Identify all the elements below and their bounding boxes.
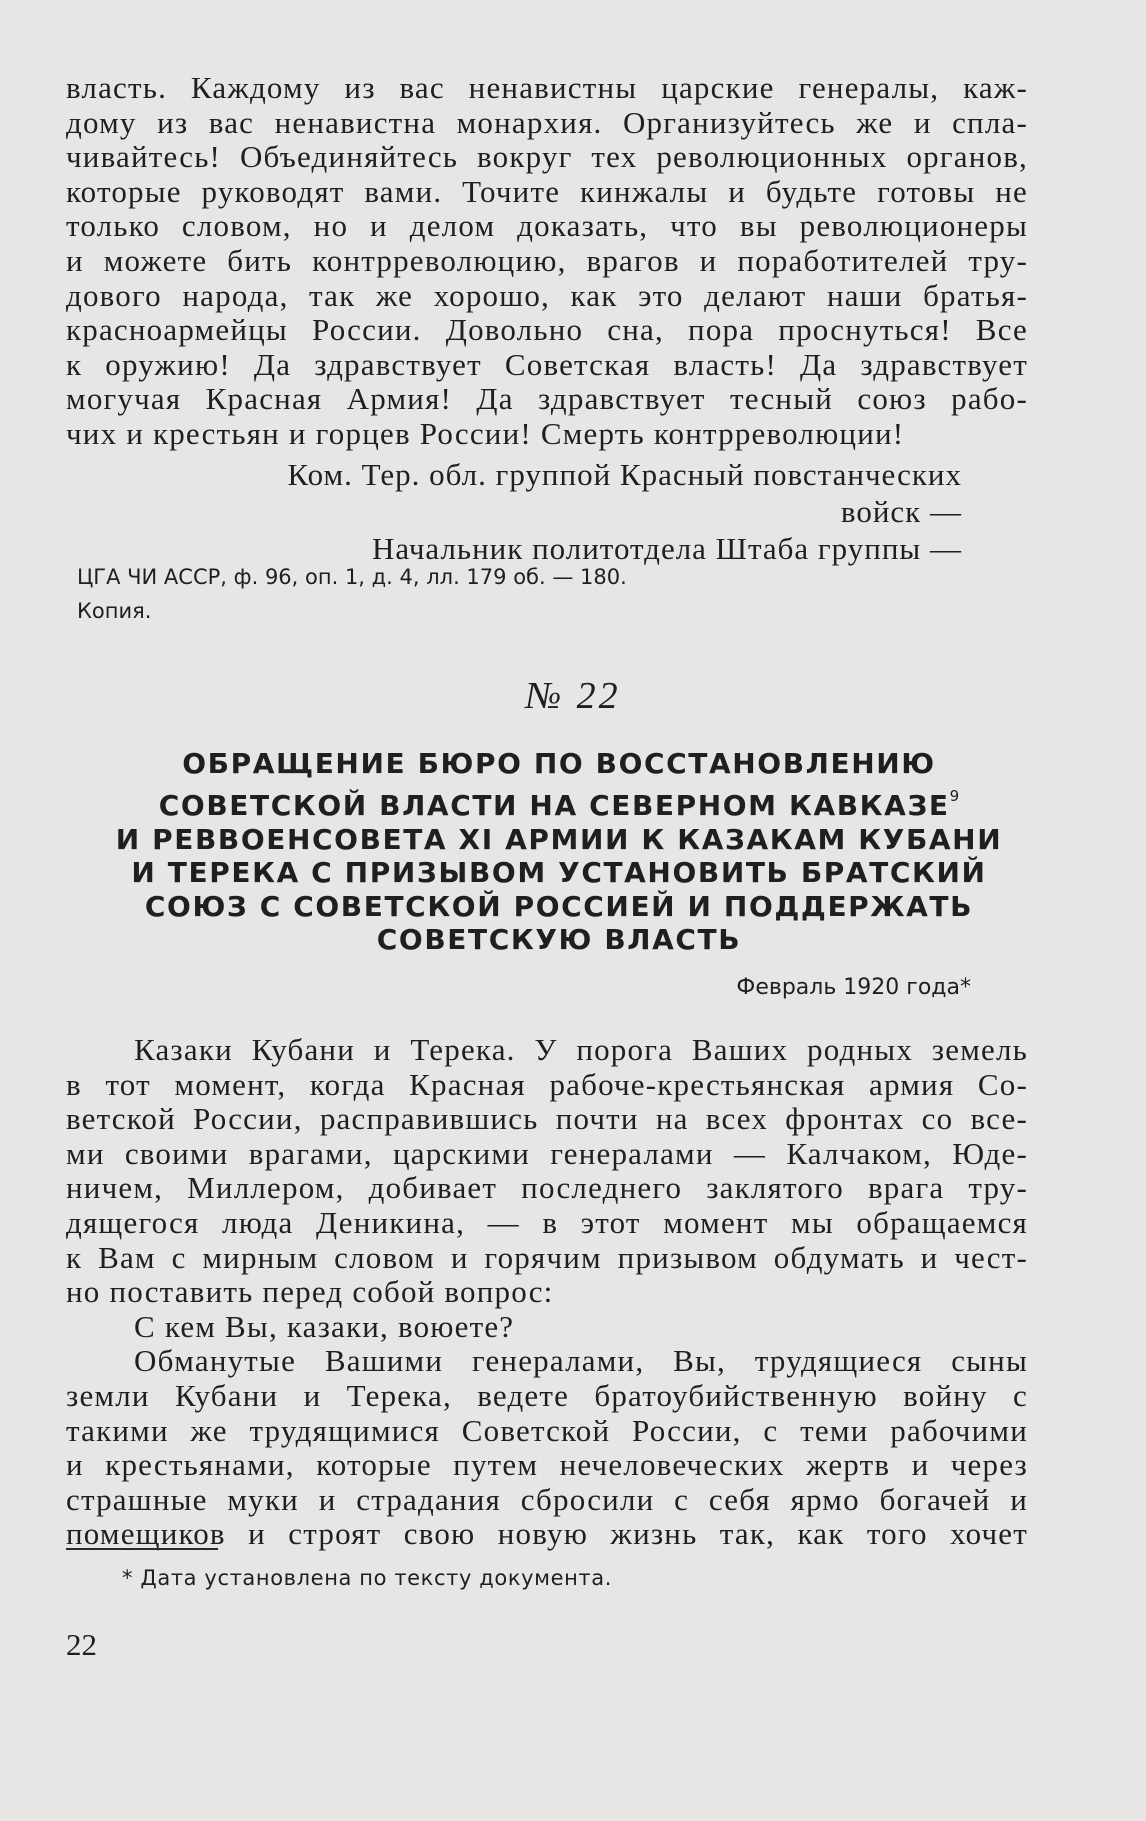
text-line: только словом, но и делом доказать, что вы революционеры xyxy=(66,208,1028,244)
title-line: И РЕВВОЕНСОВЕТА XI АРМИИ К КАЗАКАМ КУБАНИ xyxy=(115,822,1003,856)
text-line: и можете бить контрреволюцию, врагов и поработителей тру- xyxy=(66,242,1028,278)
signature-line: Ком. Тер. обл. группой Красный повстанческих xyxy=(287,457,962,492)
text-line: Казаки Кубани и Терека. У порога Ваших родных земель xyxy=(134,1032,1028,1067)
text-line: ветской России, расправившись почти на всех фронтах со все- xyxy=(66,1101,1028,1137)
text-line: чих и крестьян и горцев России! Смерть контрреволюции! xyxy=(66,415,905,451)
text-line: к Вам с мирным словом и горячим призывом обдумать и чест- xyxy=(66,1239,1028,1275)
text-line: красноармейцы России. Довольно сна, пора проснуться! Все xyxy=(66,312,1028,348)
text-line: земли Кубани и Терека, ведете братоубийственную войну с xyxy=(66,1377,1028,1413)
document-date: Февраль 1920 года* xyxy=(736,975,971,1000)
document-title xyxy=(90,747,1028,956)
text-line: такими же трудящимися Советской России, с теми рабочими xyxy=(66,1412,1028,1448)
text-line: дящегося люда Деникина, — в этот момент мы обращаемся xyxy=(66,1204,1028,1240)
footnote: * Дата установлена по тексту документа. xyxy=(122,1566,612,1590)
text-line: чивайтесь! Объединяйтесь вокруг тех революционных органов, xyxy=(66,139,1028,175)
text-line: ми своими врагами, царскими генералами — Калчаком, Юде- xyxy=(66,1135,1028,1171)
text-line: помещиков и строят свою новую жизнь так, как того хочет xyxy=(66,1516,1028,1552)
signature-line: Начальник политотдела Штаба группы — xyxy=(371,531,962,566)
signature-line: войск — xyxy=(840,494,962,529)
text-line: страшные муки и страдания сбросили с себя ярмо богачей и xyxy=(66,1481,1028,1517)
text-line: к оружию! Да здравствует Советская власть! Да здравствует xyxy=(66,346,1028,382)
title-line-text: СОВЕТСКОЙ ВЛАСТИ НА СЕВЕРНОМ КАВКАЗЕ xyxy=(158,789,950,823)
document-body xyxy=(66,1033,1028,1552)
text-line: Обманутые Вашими генералами, Вы, трудящиеся сыны xyxy=(134,1343,1028,1379)
signature-block xyxy=(287,456,962,567)
text-line: власть. Каждому из вас ненавистны царские генералы, каж- xyxy=(66,70,1028,105)
title-line xyxy=(90,780,1028,822)
text-line: в тот момент, когда Красная рабоче-крестьянская армия Со- xyxy=(66,1066,1028,1102)
text-line: ничем, Миллером, добивает последнего заклятого врага тру- xyxy=(66,1170,1028,1206)
previous-document-text xyxy=(66,71,1028,452)
document-number: № 22 xyxy=(525,675,621,717)
text-line: могучая Красная Армия! Да здравствует тесный союз рабо- xyxy=(66,381,1028,417)
text-line: которые руководят вами. Точите кинжалы и будьте готовы не xyxy=(66,173,1028,209)
text-line: дому из вас ненавистна монархия. Организуйтесь же и спла- xyxy=(66,104,1028,140)
archive-reference: ЦГА ЧИ АССР, ф. 96, оп. 1, д. 4, лл. 179 об. — 180. xyxy=(77,565,627,589)
text-line: и крестьянами, которые путем нечеловеческих жертв и через xyxy=(66,1447,1028,1483)
footnote-rule xyxy=(66,1548,218,1550)
title-line: ОБРАЩЕНИЕ БЮРО ПО ВОССТАНОВЛЕНИЮ xyxy=(182,747,936,780)
text-line: но поставить перед собой вопрос: xyxy=(66,1274,554,1310)
title-line: СОВЕТСКУЮ ВЛАСТЬ xyxy=(376,923,742,957)
page-number: 22 xyxy=(66,1627,97,1662)
text-line: С кем Вы, казаки, воюете? xyxy=(134,1308,515,1344)
copy-note: Копия. xyxy=(77,599,152,623)
endnote-marker: 9 xyxy=(949,787,960,806)
title-line: СОЮЗ С СОВЕТСКОЙ РОССИЕЙ И ПОДДЕРЖАТЬ xyxy=(144,889,974,923)
title-line: И ТЕРЕКА С ПРИЗЫВОМ УСТАНОВИТЬ БРАТСКИЙ xyxy=(131,856,987,890)
text-line: дового народа, так же хорошо, как это делают наши братья- xyxy=(66,277,1028,313)
